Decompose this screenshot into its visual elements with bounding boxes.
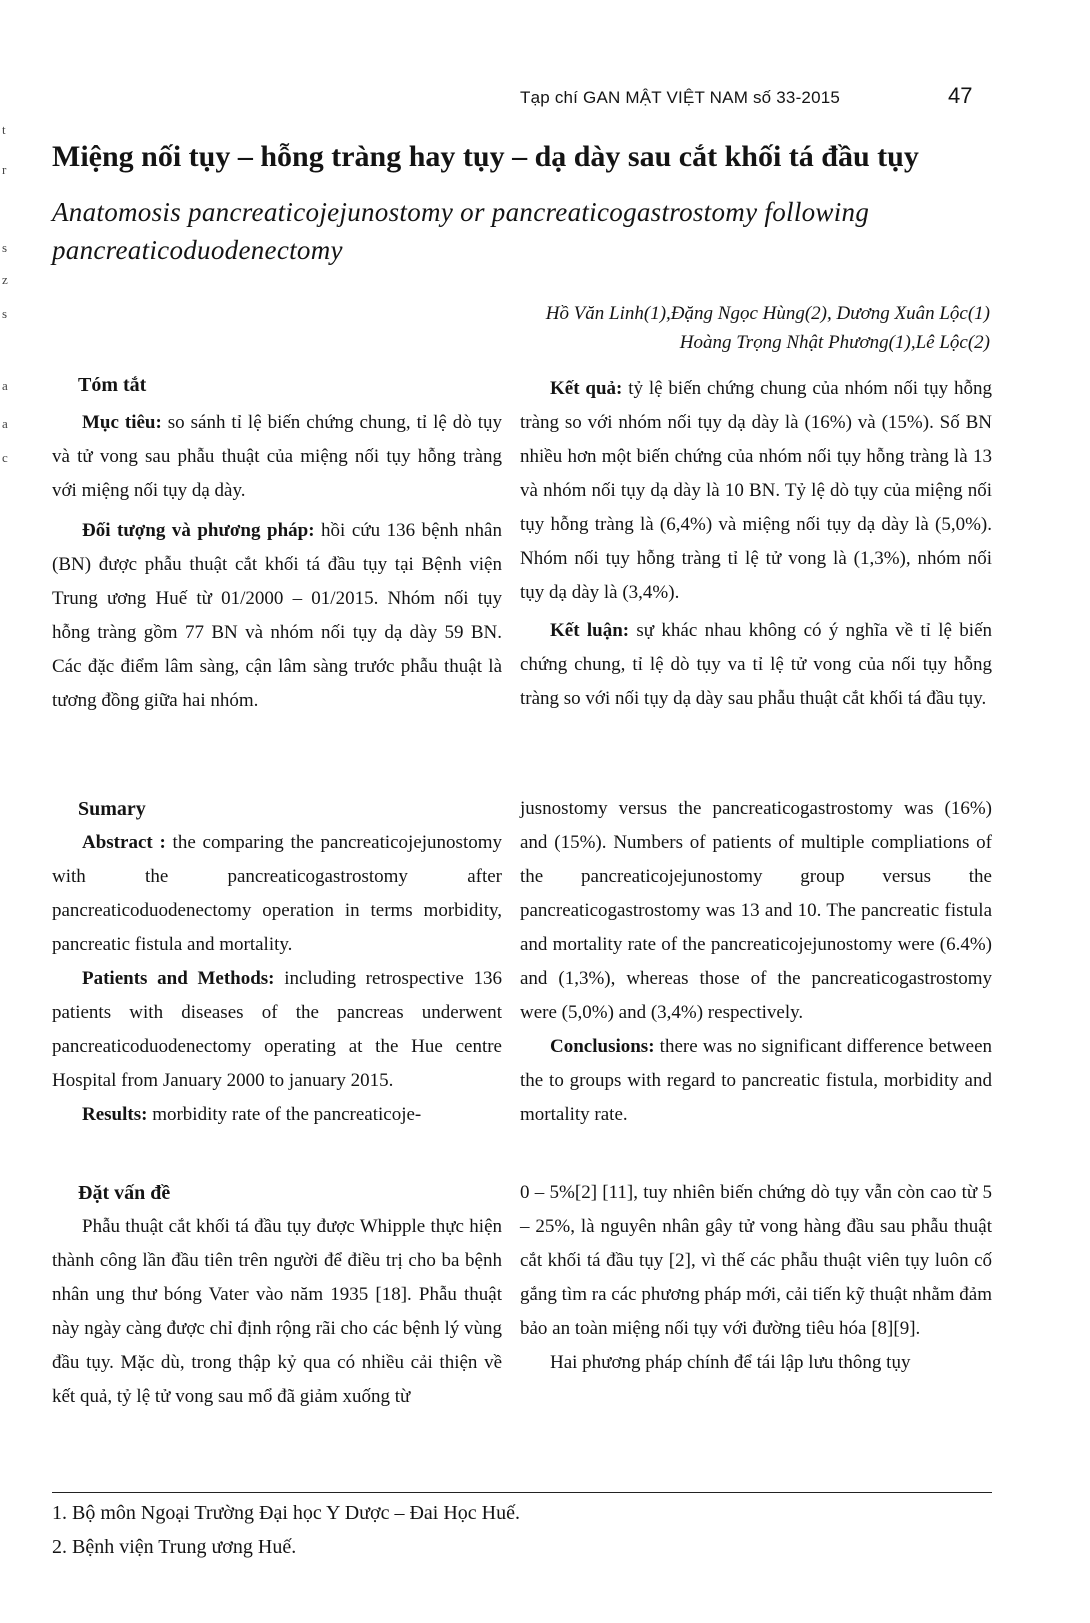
ket-luan-text: sự khác nhau không có ý nghĩa về tỉ lệ biến chứng chung, tỉ lệ dò tụy va tỉ lệ tử vong của nối tụy hỗng tràng so với nối tụy dạ dày sau phẫu thuật cắt khối tá đầu tụy.	[520, 620, 992, 709]
tom-tat-right	[520, 372, 992, 716]
conclusions-label: Conclusions:	[550, 1036, 655, 1057]
authors-line-1: Hồ Văn Linh(1),Đặng Ngọc Hùng(2), Dương Xuân Lộc(1)	[545, 303, 990, 324]
footnote-rule	[52, 1492, 992, 1493]
intro-paragraph-2: Hai phương pháp chính để tái lập lưu thông tụy	[550, 1352, 911, 1373]
intro-right	[520, 1176, 992, 1380]
scan-edge-marks	[0, 110, 14, 490]
english-title: Anatomosis pancreaticojejunostomy or pancreaticogastrostomy following pancreaticoduodenectomy	[52, 197, 870, 266]
results-label: Results:	[82, 1104, 148, 1125]
ket-qua-label: Kết quả:	[550, 378, 623, 399]
conclusions-paragraph	[520, 1030, 992, 1132]
running-header: Tạp chí GAN MẬT VIỆT NAM số 33-2015	[520, 88, 841, 107]
muc-tieu-text: so sánh tỉ lệ biến chứng chung, tỉ lệ dò tụy và tử vong sau phẫu thuật của miệng nối tụy hỗng tràng với miệng nối tụy dạ dày.	[52, 412, 502, 501]
conclusions-text: there was no significant difference between the to groups with regard to pancreatic fistula, morbidity and mortality rate.	[520, 1036, 992, 1125]
patients-text: including retrospective 136 patients with diseases of the pancreas underwent pancreaticoduodenectomy operating at the Hue centre Hospital from January 2000 to january 2015.	[52, 968, 502, 1091]
doi-tuong-label: Đối tượng và phương pháp:	[82, 520, 315, 541]
intro-paragraph-1-cont: 0 – 5%[2] [11], tuy nhiên biến chứng dò tụy vẫn còn cao từ 5 – 25%, là nguyên nhân gây tử vong hàng đầu sau phẫu thuật cắt khối tá đầu tụy [2], vì thế các phẫu thuật viên tụy luôn cố gắng tìm ra các phương pháp mới, cải tiến kỹ thuật nhằm đảm bảo an toàn miệng nối tụy với đường tiêu hóa [8][9].	[520, 1182, 993, 1339]
author-list	[360, 300, 990, 357]
muc-tieu-paragraph	[52, 406, 502, 508]
footnote-1: 1. Bộ môn Ngoại Trường Đại học Y Dược – Đai Học Huế.	[52, 1502, 520, 1524]
patients-label: Patients and Methods:	[82, 968, 275, 989]
edge-mark: t	[2, 122, 6, 137]
doi-tuong-text: hồi cứu 136 bệnh nhân (BN) được phẫu thuật cắt khối tá đầu tụy tại Bệnh viện Trung ương Huế từ 01/2000 – 01/2015. Nhóm nối tụy hỗng tràng gồm 77 BN và nhóm nối tụy dạ dày 59 BN. Các đặc điểm lâm sàng, cận lâm sàng trước phẫu thuật là tương đồng giữa hai nhóm.	[52, 520, 502, 711]
article-title: Miệng nối tụy – hỗng tràng hay tụy – dạ dày sau cắt khối tá đầu tụy	[52, 140, 919, 173]
doi-tuong-paragraph	[52, 514, 502, 718]
results-continued: jusnostomy versus the pancreaticogastrostomy was (16%) and (15%). Numbers of patients of multiple compliations of the pancreaticojejunostomy group versus the pancreaticogastrostomy was 13 and 10. The pancreatic fistula and mortality rate of the pancreaticojejunostomy were (6.4%) and (1,3%), whereas those of the pancreaticogastrostomy were (5,0%) and (3,4%) respectively.	[520, 798, 992, 1023]
intro-left	[52, 1176, 502, 1414]
ket-qua-text: tỷ lệ biến chứng chung của nhóm nối tụy hỗng tràng so với nhóm nối tụy dạ dày là (16%) và (15%). Số BN nhiều hơn một biến chứng của nhóm nối tụy hỗng tràng là 13 và nhóm nối tụy dạ dày là 10 BN. Tỷ lệ dò tụy của miệng nối tụy hỗng tràng là (6,4%) và miệng nối tụy dạ dày là (5,0%). Nhóm nối tụy hỗng tràng tỉ lệ tử vong là (1,3%), nhóm nối tụy dạ dày là (3,4%).	[520, 378, 992, 603]
intro-heading: Đặt vấn đề	[78, 1182, 171, 1204]
intro-paragraph-1: Phẫu thuật cắt khối tá đầu tụy được Whipple thực hiện thành công lần đầu tiên trên người để điều trị cho ba bệnh nhân ung thư bóng Vater vào năm 1935 [18]. Phẫu thuật này ngày càng được chỉ định rộng rãi cho các bệnh lý vùng đầu tụy. Mặc dù, trong thập kỷ qua có nhiều cải thiện về kết quả, tỷ lệ tử vong sau mổ đã giảm xuống từ	[52, 1216, 502, 1407]
edge-mark: a	[2, 416, 8, 431]
abstract-text: the comparing the pancreaticojejunostomy with the pancreaticogastrostomy after pancreaticoduodenectomy operation in terms morbidity, pancreatic fistula and mortality.	[52, 832, 503, 955]
summary-right	[520, 792, 992, 1132]
ket-qua-paragraph	[520, 372, 992, 610]
tom-tat-left	[52, 368, 502, 718]
tom-tat-heading: Tóm tắt	[78, 374, 147, 396]
muc-tieu-label: Mục tiêu:	[82, 412, 162, 433]
abstract-paragraph	[52, 826, 502, 962]
footnote-2: 2. Bệnh viện Trung ương Huế.	[52, 1536, 297, 1558]
edge-mark: c	[2, 450, 8, 465]
edge-mark: r	[2, 162, 7, 177]
summary-heading: Sumary	[78, 798, 146, 820]
page-number: 47	[948, 83, 973, 108]
edge-mark: s	[2, 240, 8, 255]
ket-luan-paragraph	[520, 614, 992, 716]
edge-mark: z	[2, 272, 8, 287]
patients-paragraph	[52, 962, 502, 1098]
ket-luan-label: Kết luận:	[550, 620, 630, 641]
results-paragraph	[52, 1098, 502, 1132]
abstract-label: Abstract :	[82, 832, 166, 853]
summary-left	[52, 792, 502, 1132]
authors-line-2: Hoàng Trọng Nhật Phương(1),Lê Lộc(2)	[679, 331, 990, 353]
edge-mark: s	[2, 306, 8, 321]
edge-mark: a	[2, 378, 8, 393]
results-text: morbidity rate of the pancreaticoje-	[147, 1104, 422, 1125]
